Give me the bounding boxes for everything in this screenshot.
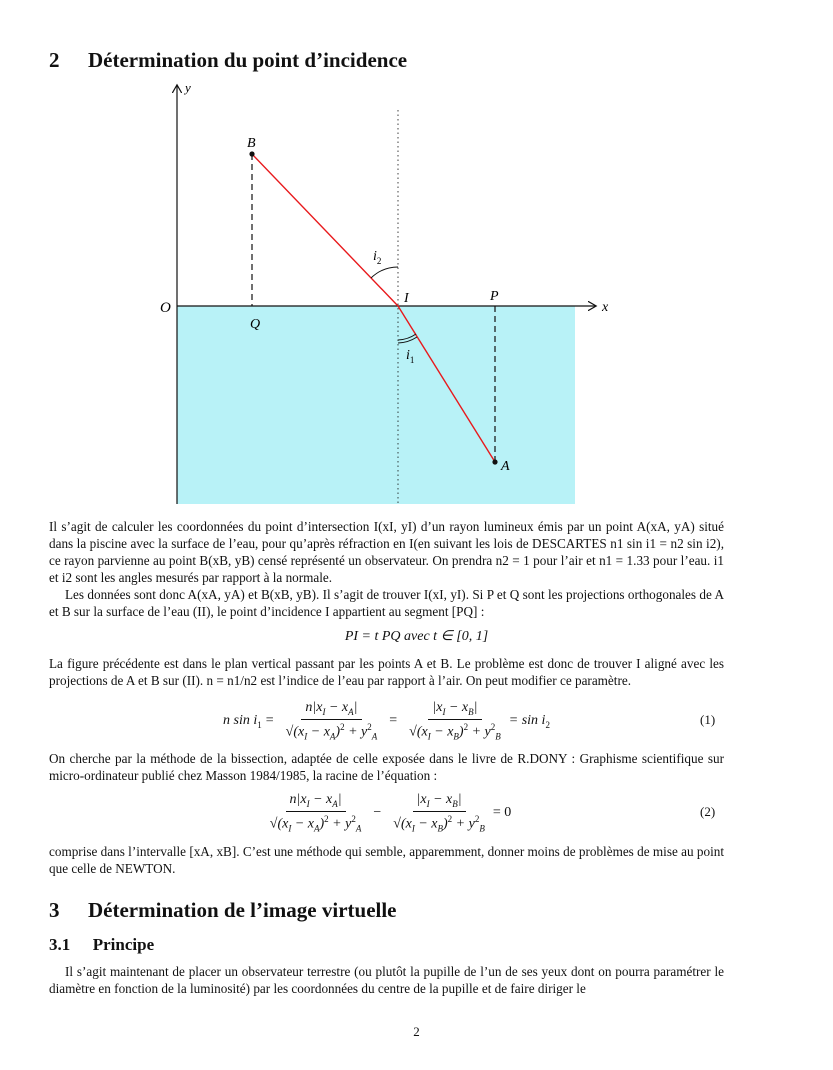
eq1-rhs: = $\sin i_2$ bbox=[508, 712, 550, 730]
eq1-lhs: n $\sin i_1$ bbox=[223, 712, 262, 730]
equation-vector: PI = t PQ avec t ∈ [0, 1] bbox=[344, 629, 489, 644]
label-Q: Q bbox=[250, 317, 261, 332]
subsection-heading-3-1 bbox=[49, 935, 154, 955]
page-number: 2 bbox=[413, 1024, 420, 1039]
label-i2: $i_2$ bbox=[373, 249, 382, 266]
section-title: Détermination de l’image virtuelle bbox=[88, 898, 397, 922]
label-P: P bbox=[490, 289, 499, 304]
paragraph-plane: La figure précédente est dans le plan vertical passant par les points A et B. Le problème est donc de trouver I aligné avec les projections de A et B sur (II). n = n1/n2 est l’indice de l’eau par rapport à l’air. On peut modifier ce paramètre. bbox=[49, 656, 724, 688]
label-B: B bbox=[247, 136, 256, 151]
subsection-title: Principe bbox=[92, 935, 155, 954]
eq1-frac-1: $\frac{n|x_I - x_A|}{√(x_I - x_A)^2 + y^2_A}$ bbox=[285, 700, 378, 742]
water-region bbox=[177, 306, 575, 504]
paragraph-bisection: On cherche par la méthode de la bissection, adaptée de celle exposée dans le livre de R.DONY : Graphisme scientifique sur micro-ordinateur publié chez Masson 1984/1985, la racine de l’équation : bbox=[49, 751, 724, 783]
subsection-number: 3.1 bbox=[49, 935, 71, 954]
angle-arc-i2 bbox=[371, 267, 398, 278]
label-i1: $i_1$ bbox=[406, 348, 415, 365]
eq1-frac-2: $\frac{|x_I - x_B|}{√(x_I - x_B)^2 + y^2_B}$ bbox=[409, 700, 501, 742]
label-A: A bbox=[501, 459, 510, 474]
section-number: 3 bbox=[49, 898, 60, 922]
paragraph-interval: comprise dans l’intervalle [xA, xB]. C’est une méthode qui semble, apparemment, donner moins de problèmes de mise au point que celle de NEWTON. bbox=[49, 844, 724, 876]
eq2-frac-1: $\frac{n|x_I - x_A|}{√(x_I - x_A)^2 + y^2_A}$ bbox=[269, 792, 362, 834]
section-heading-2 bbox=[49, 48, 407, 73]
paragraph-intro: Il s’agit de calculer les coordonnées du point d’intersection I(xI, yI) d’un rayon lumineux émis par un point A(xA, yA) situé dans la piscine avec la surface de l’eau, pour qu’après réfraction en I(en suivant les lois de DESCARTES n1 sin i1 = n2 sin i2), ce rayon parvienne au point B(xB, yB) censé représenté un observateur. On prendra n2 = 1 pour l’air et n1 = 1.33 pour l’eau. i1 et i2 sont les angles mesurés par rapport à la normale. bbox=[49, 519, 724, 585]
equation-1: n $\sin i_1$ = $\frac{n|x_I - x_A|}{√(x_I - x_A)^2 + y^2_A}$ = $\frac{|x_I - x_B|}{√(x_I - x_B)^2 + y^2_B}$ = $\sin i_2$ bbox=[223, 700, 550, 742]
paragraph-data: Les données sont donc A(xA, yA) et B(xB, yB). Il s’agit de trouver I(xI, yI). Si P et Q sont les projections orthogonales de A et B sur la surface de l’eau (II), le point d’incidence I appartient au segment [PQ] : bbox=[49, 587, 724, 619]
section-number: 2 bbox=[49, 48, 60, 72]
section-title: Détermination du point d’incidence bbox=[88, 48, 408, 72]
section-heading-3 bbox=[49, 898, 397, 923]
point-A bbox=[492, 459, 497, 464]
label-O: O bbox=[160, 300, 171, 316]
label-y: y bbox=[185, 80, 191, 95]
paragraph-principe: Il s’agit maintenant de placer un observateur terrestre (ou plutôt la pupille de l’un de ses yeux dont on pourra paramétrer le diamètre en fonction de la luminosité) par les coordonnées du centre de la pupille et de faire diriger le bbox=[49, 964, 724, 996]
equation-2: $\frac{n|x_I - x_A|}{√(x_I - x_A)^2 + y^2_A}$ − $\frac{|x_I - x_B|}{√(x_I - x_B)^2 + y^2_B}$ = 0 bbox=[49, 787, 724, 839]
eq2-rhs: = 0 bbox=[492, 805, 512, 820]
equation-number-1: (1) bbox=[700, 712, 716, 727]
ray-incident-air bbox=[252, 154, 398, 306]
eq2-frac-2: $\frac{|x_I - x_B|}{√(x_I - x_B)^2 + y^2_B}$ bbox=[393, 792, 485, 834]
label-x: x bbox=[602, 300, 609, 315]
equation-number-2: (2) bbox=[700, 804, 716, 819]
refraction-figure bbox=[140, 80, 620, 510]
label-I: I bbox=[404, 291, 409, 306]
point-B bbox=[249, 151, 254, 156]
